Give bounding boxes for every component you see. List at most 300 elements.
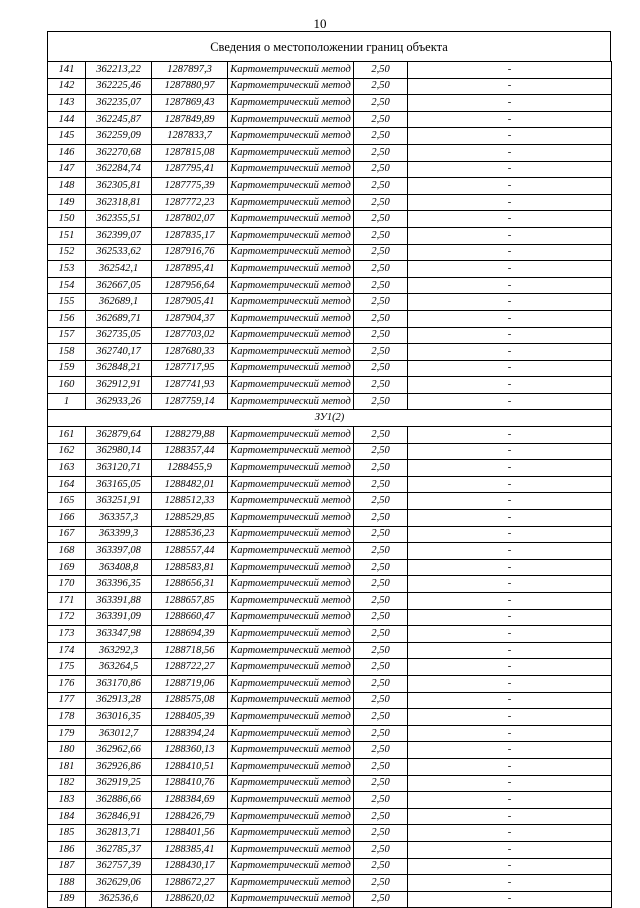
accuracy-cell: 2,50 [354, 825, 408, 842]
method-cell: Картометрический метод [228, 443, 354, 460]
method-cell: Картометрический метод [228, 725, 354, 742]
method-cell: Картометрический метод [228, 825, 354, 842]
table-row [48, 277, 612, 294]
accuracy-cell: 2,50 [354, 427, 408, 444]
y-coordinate-cell: 1287895,41 [152, 261, 228, 278]
table-row [48, 659, 612, 676]
x-coordinate-cell: 362284,74 [86, 161, 152, 178]
method-cell: Картометрический метод [228, 841, 354, 858]
description-cell: - [408, 510, 612, 527]
accuracy-cell: 2,50 [354, 393, 408, 410]
y-coordinate-cell: 1287772,23 [152, 194, 228, 211]
y-coordinate-cell: 1287897,3 [152, 62, 228, 79]
accuracy-cell: 2,50 [354, 360, 408, 377]
table-row [48, 344, 612, 361]
description-cell: - [408, 377, 612, 394]
x-coordinate-cell: 362629,06 [86, 875, 152, 892]
x-coordinate-cell: 363170,86 [86, 675, 152, 692]
table-row [48, 609, 612, 626]
table-title: Сведения о местоположении границ объекта [47, 31, 611, 61]
point-number-cell: 187 [48, 858, 86, 875]
description-cell: - [408, 294, 612, 311]
accuracy-cell: 2,50 [354, 294, 408, 311]
method-cell: Картометрический метод [228, 244, 354, 261]
table-row [48, 792, 612, 809]
accuracy-cell: 2,50 [354, 95, 408, 112]
accuracy-cell: 2,50 [354, 211, 408, 228]
table-row [48, 460, 612, 477]
method-cell: Картометрический метод [228, 642, 354, 659]
y-coordinate-cell: 1288620,02 [152, 891, 228, 908]
table-row [48, 360, 612, 377]
point-number-cell: 168 [48, 543, 86, 560]
y-coordinate-cell: 1287759,14 [152, 393, 228, 410]
point-number-cell: 148 [48, 178, 86, 195]
point-number-cell: 184 [48, 808, 86, 825]
accuracy-cell: 2,50 [354, 377, 408, 394]
x-coordinate-cell: 363399,3 [86, 526, 152, 543]
accuracy-cell: 2,50 [354, 261, 408, 278]
x-coordinate-cell: 363120,71 [86, 460, 152, 477]
description-cell: - [408, 310, 612, 327]
x-coordinate-cell: 362813,71 [86, 825, 152, 842]
y-coordinate-cell: 1287833,7 [152, 128, 228, 145]
x-coordinate-cell: 362235,07 [86, 95, 152, 112]
accuracy-cell: 2,50 [354, 559, 408, 576]
table-row [48, 758, 612, 775]
point-number-cell: 180 [48, 742, 86, 759]
table-row [48, 227, 612, 244]
method-cell: Картометрический метод [228, 161, 354, 178]
description-cell: - [408, 593, 612, 610]
accuracy-cell: 2,50 [354, 692, 408, 709]
x-coordinate-cell: 362848,21 [86, 360, 152, 377]
accuracy-cell: 2,50 [354, 178, 408, 195]
x-coordinate-cell: 362919,25 [86, 775, 152, 792]
table-row [48, 858, 612, 875]
description-cell: - [408, 792, 612, 809]
y-coordinate-cell: 1288656,31 [152, 576, 228, 593]
description-cell: - [408, 194, 612, 211]
x-coordinate-cell: 362225,46 [86, 78, 152, 95]
point-number-cell: 146 [48, 144, 86, 161]
point-number-cell: 1 [48, 393, 86, 410]
x-coordinate-cell: 362689,1 [86, 294, 152, 311]
method-cell: Картометрический метод [228, 78, 354, 95]
method-cell: Картометрический метод [228, 626, 354, 643]
table-row [48, 543, 612, 560]
method-cell: Картометрический метод [228, 675, 354, 692]
description-cell: - [408, 344, 612, 361]
point-number-cell: 179 [48, 725, 86, 742]
point-number-cell: 158 [48, 344, 86, 361]
method-cell: Картометрический метод [228, 111, 354, 128]
point-number-cell: 186 [48, 841, 86, 858]
description-cell: - [408, 825, 612, 842]
method-cell: Картометрический метод [228, 476, 354, 493]
description-cell: - [408, 626, 612, 643]
method-cell: Картометрический метод [228, 310, 354, 327]
y-coordinate-cell: 1287717,95 [152, 360, 228, 377]
description-cell: - [408, 725, 612, 742]
y-coordinate-cell: 1287916,76 [152, 244, 228, 261]
method-cell: Картометрический метод [228, 327, 354, 344]
table-row [48, 111, 612, 128]
x-coordinate-cell: 362689,71 [86, 310, 152, 327]
accuracy-cell: 2,50 [354, 443, 408, 460]
method-cell: Картометрический метод [228, 858, 354, 875]
accuracy-cell: 2,50 [354, 244, 408, 261]
method-cell: Картометрический метод [228, 709, 354, 726]
y-coordinate-cell: 1288512,33 [152, 493, 228, 510]
y-coordinate-cell: 1288583,81 [152, 559, 228, 576]
point-number-cell: 154 [48, 277, 86, 294]
x-coordinate-cell: 363347,98 [86, 626, 152, 643]
x-coordinate-cell: 363391,09 [86, 609, 152, 626]
accuracy-cell: 2,50 [354, 543, 408, 560]
description-cell: - [408, 460, 612, 477]
accuracy-cell: 2,50 [354, 277, 408, 294]
method-cell: Картометрический метод [228, 427, 354, 444]
table-row [48, 526, 612, 543]
table-row [48, 675, 612, 692]
method-cell: Картометрический метод [228, 128, 354, 145]
y-coordinate-cell: 1288660,47 [152, 609, 228, 626]
description-cell: - [408, 178, 612, 195]
table-row [48, 642, 612, 659]
x-coordinate-cell: 362667,05 [86, 277, 152, 294]
table-row [48, 62, 612, 79]
method-cell: Картометрический метод [228, 493, 354, 510]
description-cell: - [408, 427, 612, 444]
y-coordinate-cell: 1288385,41 [152, 841, 228, 858]
accuracy-cell: 2,50 [354, 875, 408, 892]
method-cell: Картометрический метод [228, 875, 354, 892]
y-coordinate-cell: 1287905,41 [152, 294, 228, 311]
table-row [48, 194, 612, 211]
point-number-cell: 181 [48, 758, 86, 775]
accuracy-cell: 2,50 [354, 626, 408, 643]
table-row [48, 692, 612, 709]
x-coordinate-cell: 362399,07 [86, 227, 152, 244]
description-cell: - [408, 576, 612, 593]
point-number-cell: 185 [48, 825, 86, 842]
method-cell: Картометрический метод [228, 792, 354, 809]
description-cell: - [408, 227, 612, 244]
y-coordinate-cell: 1288672,27 [152, 875, 228, 892]
accuracy-cell: 2,50 [354, 841, 408, 858]
description-cell: - [408, 659, 612, 676]
accuracy-cell: 2,50 [354, 742, 408, 759]
method-cell: Картометрический метод [228, 891, 354, 908]
x-coordinate-cell: 362886,66 [86, 792, 152, 809]
table-row [48, 443, 612, 460]
point-number-cell: 165 [48, 493, 86, 510]
table-row [48, 510, 612, 527]
accuracy-cell: 2,50 [354, 725, 408, 742]
table-row [48, 144, 612, 161]
y-coordinate-cell: 1288719,06 [152, 675, 228, 692]
description-cell: - [408, 393, 612, 410]
table-row [48, 244, 612, 261]
description-cell: - [408, 62, 612, 79]
description-cell: - [408, 692, 612, 709]
table-row [48, 709, 612, 726]
accuracy-cell: 2,50 [354, 194, 408, 211]
x-coordinate-cell: 362846,91 [86, 808, 152, 825]
table-row [48, 128, 612, 145]
y-coordinate-cell: 1288405,39 [152, 709, 228, 726]
point-number-cell: 152 [48, 244, 86, 261]
point-number-cell: 169 [48, 559, 86, 576]
y-coordinate-cell: 1288279,88 [152, 427, 228, 444]
point-number-cell: 164 [48, 476, 86, 493]
method-cell: Картометрический метод [228, 344, 354, 361]
table-row [48, 261, 612, 278]
x-coordinate-cell: 362912,91 [86, 377, 152, 394]
y-coordinate-cell: 1288357,44 [152, 443, 228, 460]
y-coordinate-cell: 1288401,56 [152, 825, 228, 842]
point-number-cell: 156 [48, 310, 86, 327]
table-row [48, 211, 612, 228]
method-cell: Картометрический метод [228, 277, 354, 294]
table-row [48, 327, 612, 344]
x-coordinate-cell: 363016,35 [86, 709, 152, 726]
method-cell: Картометрический метод [228, 377, 354, 394]
method-cell: Картометрический метод [228, 460, 354, 477]
point-number-cell: 163 [48, 460, 86, 477]
x-coordinate-cell: 362213,22 [86, 62, 152, 79]
y-coordinate-cell: 1288384,69 [152, 792, 228, 809]
section-label: ЗУ1(2) [48, 410, 612, 427]
x-coordinate-cell: 362305,81 [86, 178, 152, 195]
point-number-cell: 173 [48, 626, 86, 643]
y-coordinate-cell: 1288455,9 [152, 460, 228, 477]
y-coordinate-cell: 1287802,07 [152, 211, 228, 228]
y-coordinate-cell: 1288536,23 [152, 526, 228, 543]
y-coordinate-cell: 1287904,37 [152, 310, 228, 327]
point-number-cell: 141 [48, 62, 86, 79]
description-cell: - [408, 327, 612, 344]
accuracy-cell: 2,50 [354, 62, 408, 79]
x-coordinate-cell: 363251,91 [86, 493, 152, 510]
x-coordinate-cell: 362757,39 [86, 858, 152, 875]
table-row [48, 808, 612, 825]
y-coordinate-cell: 1288529,85 [152, 510, 228, 527]
y-coordinate-cell: 1288482,01 [152, 476, 228, 493]
method-cell: Картометрический метод [228, 659, 354, 676]
description-cell: - [408, 95, 612, 112]
x-coordinate-cell: 363012,7 [86, 725, 152, 742]
point-number-cell: 153 [48, 261, 86, 278]
y-coordinate-cell: 1287795,41 [152, 161, 228, 178]
table-row [48, 775, 612, 792]
accuracy-cell: 2,50 [354, 792, 408, 809]
accuracy-cell: 2,50 [354, 576, 408, 593]
table-row [48, 310, 612, 327]
x-coordinate-cell: 362259,09 [86, 128, 152, 145]
description-cell: - [408, 443, 612, 460]
table-row [48, 95, 612, 112]
point-number-cell: 177 [48, 692, 86, 709]
x-coordinate-cell: 362542,1 [86, 261, 152, 278]
table-row [48, 78, 612, 95]
y-coordinate-cell: 1288426,79 [152, 808, 228, 825]
description-cell: - [408, 675, 612, 692]
description-cell: - [408, 476, 612, 493]
description-cell: - [408, 161, 612, 178]
x-coordinate-cell: 363292,3 [86, 642, 152, 659]
method-cell: Картометрический метод [228, 144, 354, 161]
accuracy-cell: 2,50 [354, 78, 408, 95]
description-cell: - [408, 758, 612, 775]
table-row [48, 841, 612, 858]
point-number-cell: 170 [48, 576, 86, 593]
description-cell: - [408, 559, 612, 576]
accuracy-cell: 2,50 [354, 858, 408, 875]
x-coordinate-cell: 362536,6 [86, 891, 152, 908]
accuracy-cell: 2,50 [354, 642, 408, 659]
method-cell: Картометрический метод [228, 62, 354, 79]
description-cell: - [408, 543, 612, 560]
description-cell: - [408, 742, 612, 759]
y-coordinate-cell: 1288394,24 [152, 725, 228, 742]
y-coordinate-cell: 1288360,13 [152, 742, 228, 759]
point-number-cell: 166 [48, 510, 86, 527]
method-cell: Картометрический метод [228, 178, 354, 195]
accuracy-cell: 2,50 [354, 144, 408, 161]
method-cell: Картометрический метод [228, 808, 354, 825]
method-cell: Картометрический метод [228, 576, 354, 593]
description-cell: - [408, 277, 612, 294]
accuracy-cell: 2,50 [354, 227, 408, 244]
description-cell: - [408, 875, 612, 892]
method-cell: Картометрический метод [228, 393, 354, 410]
table-row [48, 875, 612, 892]
y-coordinate-cell: 1287835,17 [152, 227, 228, 244]
description-cell: - [408, 78, 612, 95]
y-coordinate-cell: 1288575,08 [152, 692, 228, 709]
x-coordinate-cell: 362355,51 [86, 211, 152, 228]
description-cell: - [408, 493, 612, 510]
table-row [48, 377, 612, 394]
point-number-cell: 143 [48, 95, 86, 112]
accuracy-cell: 2,50 [354, 808, 408, 825]
x-coordinate-cell: 363165,05 [86, 476, 152, 493]
x-coordinate-cell: 362270,68 [86, 144, 152, 161]
method-cell: Картометрический метод [228, 742, 354, 759]
x-coordinate-cell: 363397,08 [86, 543, 152, 560]
x-coordinate-cell: 362933,26 [86, 393, 152, 410]
y-coordinate-cell: 1287849,89 [152, 111, 228, 128]
x-coordinate-cell: 363408,8 [86, 559, 152, 576]
x-coordinate-cell: 363357,3 [86, 510, 152, 527]
description-cell: - [408, 144, 612, 161]
point-number-cell: 159 [48, 360, 86, 377]
point-number-cell: 144 [48, 111, 86, 128]
table-row [48, 427, 612, 444]
accuracy-cell: 2,50 [354, 460, 408, 477]
y-coordinate-cell: 1288694,39 [152, 626, 228, 643]
table-row [48, 742, 612, 759]
section-header-row [48, 410, 612, 427]
point-number-cell: 176 [48, 675, 86, 692]
table-row [48, 178, 612, 195]
y-coordinate-cell: 1287815,08 [152, 144, 228, 161]
point-number-cell: 160 [48, 377, 86, 394]
accuracy-cell: 2,50 [354, 659, 408, 676]
table-row [48, 559, 612, 576]
x-coordinate-cell: 362962,66 [86, 742, 152, 759]
description-cell: - [408, 709, 612, 726]
point-number-cell: 150 [48, 211, 86, 228]
accuracy-cell: 2,50 [354, 775, 408, 792]
method-cell: Картометрический метод [228, 593, 354, 610]
accuracy-cell: 2,50 [354, 128, 408, 145]
table-row [48, 825, 612, 842]
description-cell: - [408, 360, 612, 377]
table-row [48, 393, 612, 410]
y-coordinate-cell: 1287869,43 [152, 95, 228, 112]
table-row [48, 725, 612, 742]
y-coordinate-cell: 1287741,93 [152, 377, 228, 394]
table-row [48, 493, 612, 510]
description-cell: - [408, 128, 612, 145]
point-number-cell: 167 [48, 526, 86, 543]
point-number-cell: 145 [48, 128, 86, 145]
y-coordinate-cell: 1288557,44 [152, 543, 228, 560]
method-cell: Картометрический метод [228, 559, 354, 576]
point-number-cell: 161 [48, 427, 86, 444]
x-coordinate-cell: 362735,05 [86, 327, 152, 344]
accuracy-cell: 2,50 [354, 310, 408, 327]
description-cell: - [408, 775, 612, 792]
method-cell: Картометрический метод [228, 294, 354, 311]
table-row [48, 576, 612, 593]
x-coordinate-cell: 362926,86 [86, 758, 152, 775]
table-row [48, 476, 612, 493]
accuracy-cell: 2,50 [354, 593, 408, 610]
x-coordinate-cell: 362913,28 [86, 692, 152, 709]
y-coordinate-cell: 1288430,17 [152, 858, 228, 875]
table-row [48, 161, 612, 178]
accuracy-cell: 2,50 [354, 344, 408, 361]
x-coordinate-cell: 363391,88 [86, 593, 152, 610]
description-cell: - [408, 858, 612, 875]
point-number-cell: 162 [48, 443, 86, 460]
method-cell: Картометрический метод [228, 758, 354, 775]
method-cell: Картометрический метод [228, 360, 354, 377]
table-row [48, 626, 612, 643]
point-number-cell: 171 [48, 593, 86, 610]
x-coordinate-cell: 363396,35 [86, 576, 152, 593]
y-coordinate-cell: 1288657,85 [152, 593, 228, 610]
accuracy-cell: 2,50 [354, 111, 408, 128]
page-number: 10 [313, 16, 327, 31]
method-cell: Картометрический метод [228, 692, 354, 709]
boundary-sheet [47, 31, 611, 908]
description-cell: - [408, 261, 612, 278]
coordinates-table [47, 61, 612, 908]
method-cell: Картометрический метод [228, 775, 354, 792]
x-coordinate-cell: 362785,37 [86, 841, 152, 858]
method-cell: Картометрический метод [228, 609, 354, 626]
coordinates-table-body [48, 62, 612, 908]
description-cell: - [408, 526, 612, 543]
description-cell: - [408, 211, 612, 228]
point-number-cell: 174 [48, 642, 86, 659]
description-cell: - [408, 808, 612, 825]
